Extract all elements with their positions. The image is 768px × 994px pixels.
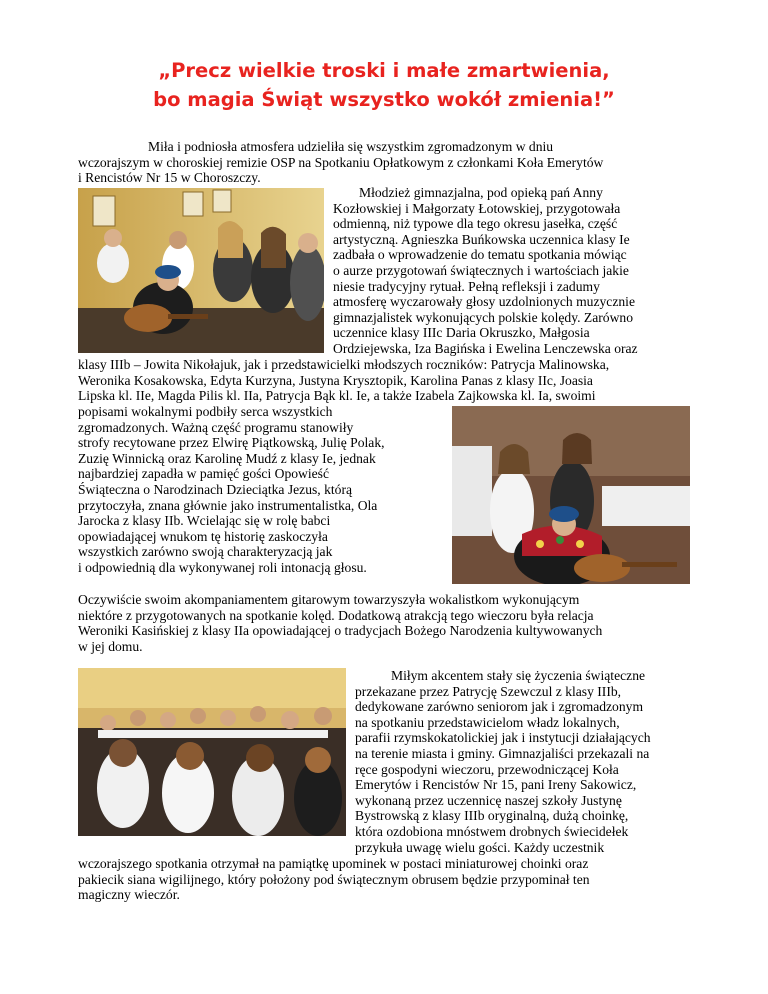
photo-audience xyxy=(78,668,346,836)
text-line: popisami wokalnymi podbiły serca wszystkich xyxy=(78,404,333,419)
text-line: o aurze przygotowań świątecznych i wartościach jakie xyxy=(333,262,629,278)
text-line: Ordziejewska, Iza Bagińska i Ewelina Lenczewska oraz xyxy=(333,340,638,356)
text-line: strofy recytowane przez Elwirę Piątkowską, Julię Polak, xyxy=(78,435,385,451)
text-line: najbardziej zapadła w pamięć gości Opowieść xyxy=(78,466,329,482)
text-line: atmosferę wyczarowały głosy uzdolnionych muzycznie xyxy=(333,294,635,310)
paragraph-youth-right xyxy=(333,185,690,357)
paragraph-youth-left xyxy=(78,404,444,576)
text-line: artystyczną. Agnieszka Buńkowska uczennica klasy Ie xyxy=(333,231,630,247)
text-line: niesie tradycyjny rytuał. Pełną refleksji i zadumy xyxy=(333,278,600,294)
text-line: Weroniki Kasińskiej z klasy IIa opowiadającej o tradycjach Bożego Narodzenia kultywowanych xyxy=(78,623,603,639)
text-line: przekazane przez Patrycję Szewczul z klasy IIIb, xyxy=(355,683,622,699)
text-line: ręce gospodyni wieczoru, przewodniczącej Koła xyxy=(355,761,619,777)
text-line: Miłym akcentem stały się życzenia świąteczne xyxy=(391,668,646,683)
text-line: Młodzież gimnazjalna, pod opieką pań Anny xyxy=(359,185,603,200)
text-line: przykuła uwagę wielu gości. Każdy uczestnik xyxy=(355,839,605,855)
photo-girls-singing xyxy=(78,188,324,353)
text-line: klasy IIIb – Jowita Nikołajuk, jak i przedstawicielki młodszych roczników: Patrycja Malinowska, xyxy=(78,357,610,372)
text-line: wczorajszym w choroskiej remizie OSP na Spotkaniu Opłatkowym z członkami Koła Emerytów xyxy=(78,154,604,170)
title-line-1: „Precz wielkie troski i małe zmartwienia, xyxy=(158,59,610,82)
text-line: gimnazjalistek wykonujących polskie kolędy. Zarówno xyxy=(333,309,633,325)
text-line: w jej domu. xyxy=(78,638,143,654)
text-line: Oczywiście swoim akompaniamentem gitarowym towarzyszyła wokalistkom wykonującym xyxy=(78,592,580,607)
text-line: wykonaną przez uczennicę naszej szkoły Justynę xyxy=(355,792,622,808)
text-line: Miła i podniosła atmosfera udzieliła się wszystkim zgromadzonym w dniu xyxy=(148,139,554,154)
text-line: Emerytów i Rencistów Nr 15, pani Ireny Sakowicz, xyxy=(355,777,637,793)
text-line: Jarocka z klasy IIb. Wcielając się w rolę babci xyxy=(78,513,331,529)
text-line: Kozłowskiej i Małgorzaty Łotowskiej, przygotowała xyxy=(333,200,621,216)
text-line: niektóre z przygotowanych na spotkanie kolęd. Dodatkową atrakcją tego wieczoru była relacja xyxy=(78,607,594,623)
text-line: dedykowane zarówno seniorom jak i zgromadzonym xyxy=(355,699,644,715)
text-line: Zuzię Winnicką oraz Karolinę Mudź z klasy Ie, jednak xyxy=(78,450,376,466)
text-line: zgromadzonych. Ważną część programu stanowiły xyxy=(78,419,354,435)
text-line: na terenie miasta i gminy. Gimnazjaliści przekazali na xyxy=(355,745,650,761)
text-line: Weronika Kosakowska, Edyta Kurzyna, Justyna Krysztopik, Karolina Panas z klasy IIc, Joasia xyxy=(78,372,593,388)
paragraph-youth-full xyxy=(78,357,690,404)
paragraph-wishes-right xyxy=(355,668,690,855)
text-line: Lipska kl. IIe, Magda Pilis kl. IIa, Patrycja Bąk kl. Ie, a także Izabela Zajkowska kl. Ia, swoimi xyxy=(78,388,596,404)
paragraph-intro xyxy=(78,139,690,186)
text-line: przytoczyła, znana głównie jako instrumentalistka, Ola xyxy=(78,497,378,513)
text-line: na spotkaniu przedstawicielom władz lokalnych, xyxy=(355,714,620,730)
text-line: i Rencistów Nr 15 w Choroszczy. xyxy=(78,170,261,186)
paragraph-wishes-end xyxy=(78,856,690,903)
text-line: zadbała o wprowadzenie do tematu spotkania mówiąc xyxy=(333,247,627,263)
paragraph-youth-end xyxy=(78,592,690,654)
title-line-2: bo magia Świąt wszystko wokół zmienia!” xyxy=(153,88,615,111)
text-line: magiczny wieczór. xyxy=(78,887,180,903)
text-line: która ozdobiona mnóstwem drobnych świecidełek xyxy=(355,823,629,839)
text-line: pakiecik siana wigilijnego, który położony pod świątecznym obrusem będzie przypominał ten xyxy=(78,871,590,887)
text-line: odmienną, niż typowe dla tego okresu jasełka, część xyxy=(333,216,618,232)
text-line: wczorajszego spotkania otrzymał na pamiątkę upominek w postaci miniaturowej choinki oraz xyxy=(78,856,589,871)
text-line: parafii rzymskokatolickiej jak i instytucji działających xyxy=(355,730,651,746)
text-line: opowiadającej wnukom tę historię zaskoczyła xyxy=(78,528,328,544)
photo-singers-guitar xyxy=(452,406,690,584)
text-line: i odpowiednią dla wykonywanej roli intonacją głosu. xyxy=(78,559,367,575)
page-title xyxy=(60,56,708,114)
text-line: uczennice klasy IIIc Daria Okruszko, Małgosia xyxy=(333,325,590,341)
text-line: Świąteczna o Narodzinach Dzieciątka Jezus, którą xyxy=(78,481,353,497)
text-line: Bystrowską z klasy IIIb oryginalną, dużą choinkę, xyxy=(355,808,629,824)
text-line: wszystkich zarówno swoją charakteryzacją jak xyxy=(78,544,333,560)
